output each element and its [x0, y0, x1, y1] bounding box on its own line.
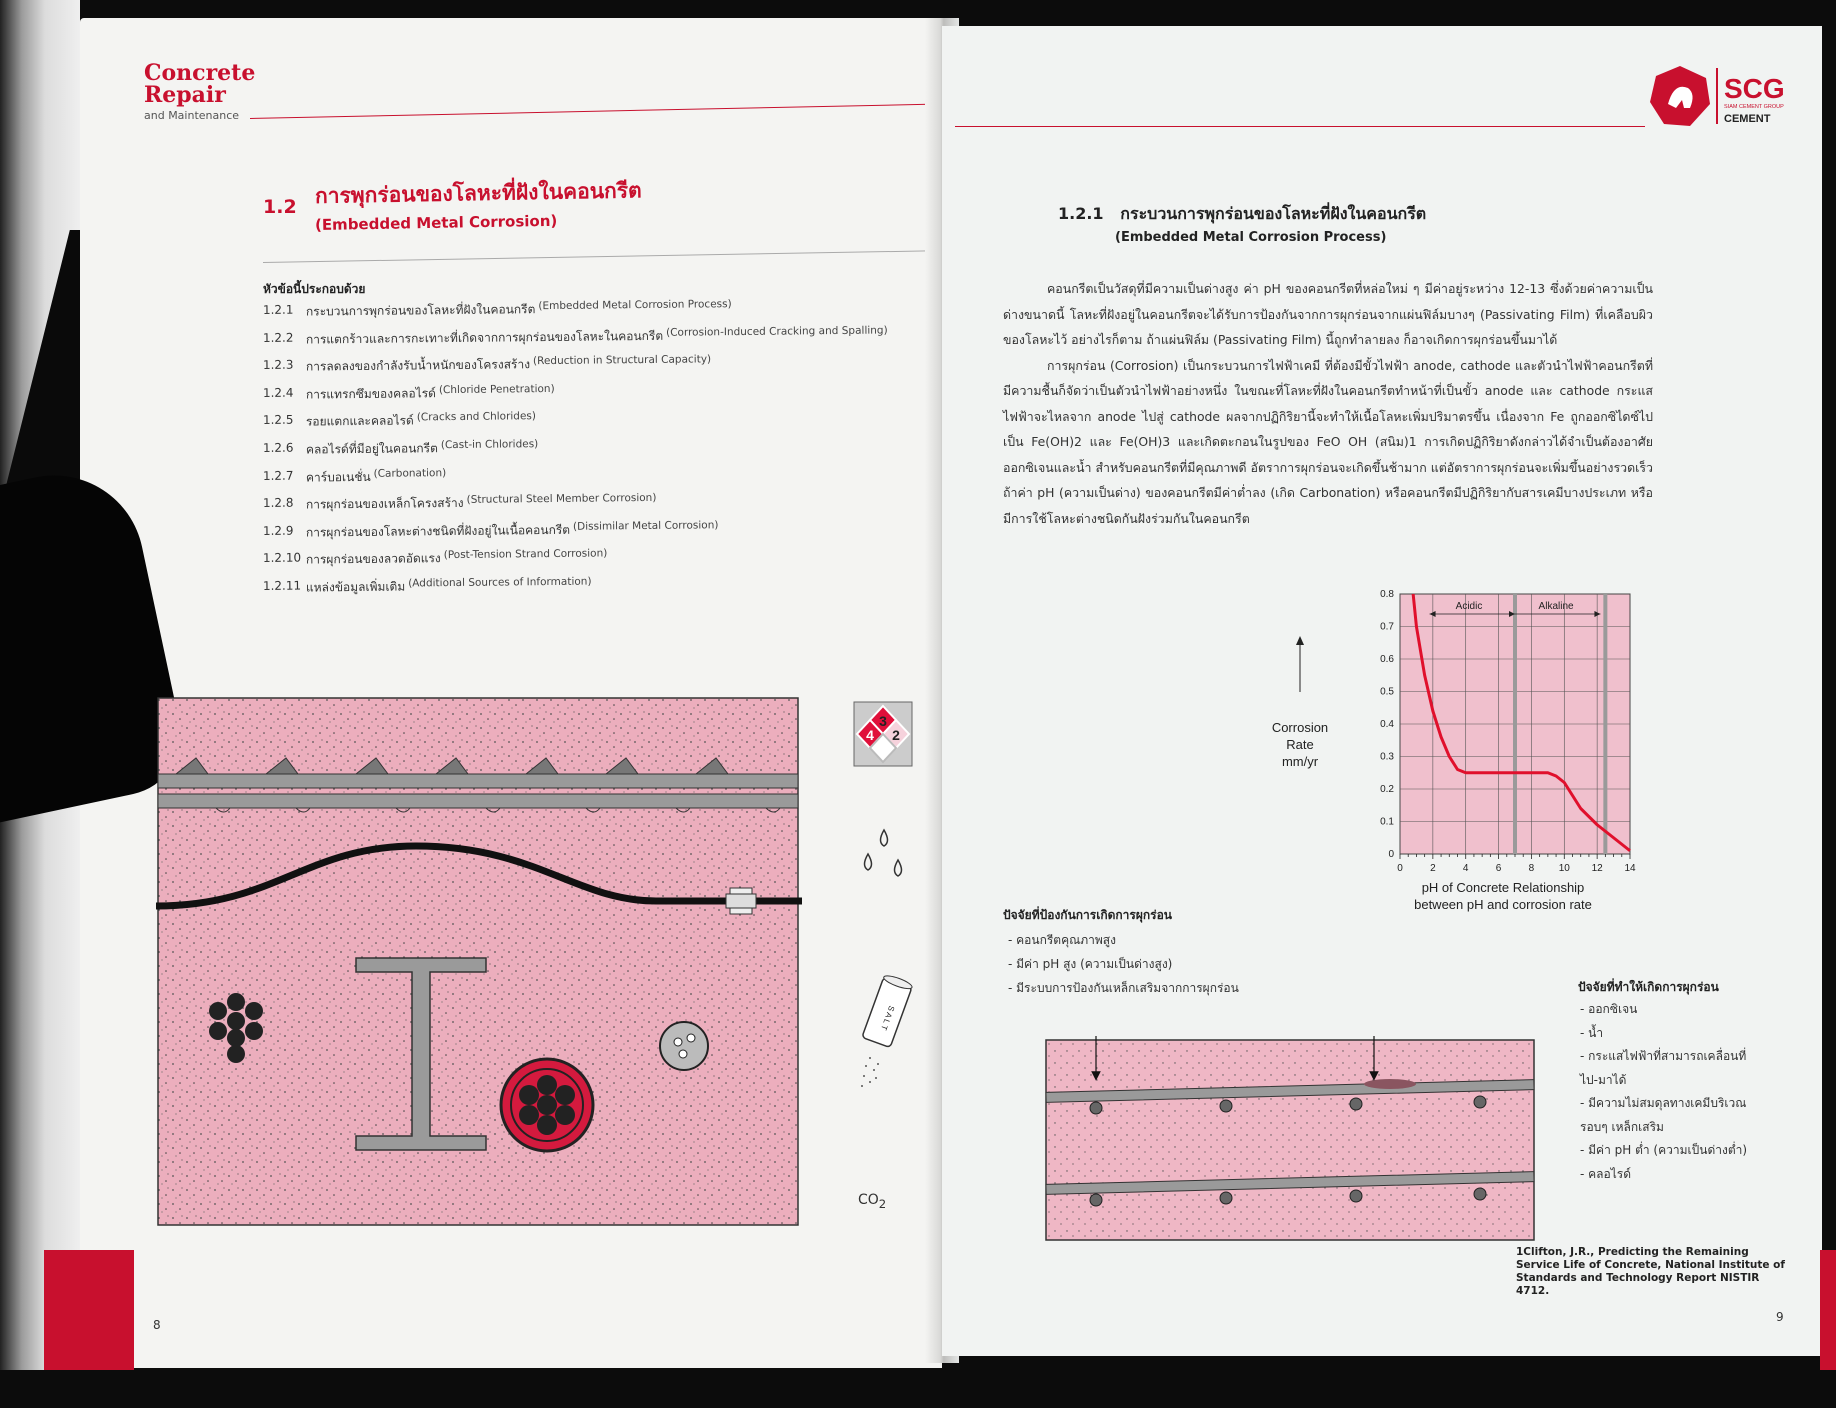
y-tick-label: 0 — [1388, 849, 1394, 860]
logo-line-maintenance: and Maintenance — [144, 109, 240, 122]
section-number: 1.2 — [263, 196, 297, 218]
list-item: - คลอไรด์ — [1580, 1166, 1632, 1181]
y-tick-label: 0.1 — [1380, 816, 1394, 828]
list-item: - น้ำ — [1580, 1025, 1604, 1040]
toc-number: 1.2.6 — [262, 440, 294, 455]
list-item: - คอนกรีตคุณภาพสูง — [1008, 933, 1116, 947]
hazard-diamond-icon — [852, 700, 914, 768]
toc-title-en: (Additional Sources of Information) — [408, 575, 592, 590]
x-tick-label: 4 — [1462, 863, 1469, 874]
x-tick-label: 14 — [1624, 863, 1636, 874]
toc-title-th: การแทรกซึมของคลอไรด์ — [305, 385, 437, 402]
section-title-th: การพุกร่อนของโลหะที่ฝังในคอนกรีต — [314, 178, 642, 208]
toc-title-en: (Carbonation) — [373, 466, 447, 480]
logo-line-concrete: Concrete — [144, 60, 256, 86]
y-axis-label: Rate — [1286, 737, 1314, 752]
logo-line-repair: Repair — [144, 82, 226, 108]
x-tick-label: 8 — [1528, 863, 1535, 874]
concrete-repair-logo — [144, 62, 255, 106]
toc-number: 1.2.8 — [262, 495, 294, 511]
section-title-en: (Embedded Metal Corrosion) — [314, 211, 558, 234]
scg-group-text: SIAM CEMENT GROUP — [1724, 104, 1784, 110]
y-tick-label: 0.5 — [1380, 686, 1394, 698]
paragraph: คอนกรีตเป็นวัสดุที่มีความเป็นด่างสูง ค่า pH ของคอนกรีตที่หล่อใหม่ ๆ มีค่าอยู่ระหว่าง 12-13 ซึ่งด้วยค่าความเป็นด่างขนาดนี้ โลหะที่ฝังอยู่ในคอนกรีตจะได้รับการป้องกันจากการผุกร่อนจากแผ่นฟิล์มบางๆ (Passivating Film) ที่เคลือบผิวของโลหะไว้ อย่างไรก็ตาม ถ้าแผ่นฟิล์ม (Passivating Film) นี้ถูกทำลายลง ก็อาจเกิดการผุกร่อนขึ้นมาได้ — [1003, 281, 1653, 347]
toc-title-en: (Dissimilar Metal Corrosion) — [572, 518, 719, 533]
scg-brand-text: SCG — [1724, 73, 1785, 104]
annotation-acidic: Acidic — [1455, 601, 1483, 612]
toc-title-th: รอยแตกและคลอไรด์ — [305, 413, 414, 429]
toc-title-en: (Corrosion-Induced Cracking and Spalling) — [666, 324, 888, 339]
embedded-metals-illustration — [156, 696, 802, 1229]
body-text — [1003, 276, 1653, 531]
y-axis-label: mm/yr — [1281, 754, 1319, 769]
list-item: - ออกซิเจน — [1580, 1002, 1638, 1016]
salt-label: S A L T — [879, 1004, 897, 1032]
toc-title-th: การผุกร่อนของโลหะต่างชนิดที่ฝังอยู่ในเนื้อคอนกรีต — [305, 522, 571, 540]
subsection-title-th: กระบวนการพุกร่อนของโลหะที่ฝังในคอนกรีต — [1120, 204, 1427, 223]
list-item: - มีความไม่สมดุลทางเคมีบริเวณรอบๆ เหล็กเสริม — [1580, 1096, 1747, 1134]
toc-title-en: (Cracks and Chlorides) — [416, 410, 537, 424]
toc-number: 1.2.9 — [262, 523, 294, 538]
toc-title-th: แหล่งข้อมูลเพิ่มเติม — [305, 579, 406, 595]
water-drops-icon — [860, 826, 908, 884]
toc-title-en: (Embedded Metal Corrosion Process) — [538, 298, 732, 313]
hazard-number-left: 4 — [866, 727, 874, 743]
prevention-list — [1008, 928, 1239, 1000]
x-tick-label: 0 — [1397, 863, 1403, 874]
x-axis-label: between pH and corrosion rate — [1414, 897, 1592, 912]
toc-item — [263, 572, 933, 607]
y-tick-label: 0.6 — [1380, 654, 1394, 665]
reinforced-slab-illustration — [1040, 1036, 1540, 1246]
toc-title-en: (Post-Tension Strand Corrosion) — [443, 547, 608, 562]
list-item: - มีค่า pH สูง (ความเป็นด่างสูง) — [1008, 957, 1173, 971]
prevention-heading: ปัจจัยที่ป้องกันการเกิดการผุกร่อน — [1003, 908, 1172, 922]
x-tick-label: 6 — [1495, 863, 1502, 874]
toc-number: 1.2.2 — [262, 330, 294, 345]
toc-number: 1.2.11 — [262, 578, 302, 593]
tendon-anchor — [726, 888, 756, 914]
toc-title-en: (Reduction in Structural Capacity) — [532, 353, 712, 368]
list-item: - มีระบบการป้องกันเหล็กเสริมจากการผุกร่อน — [1008, 981, 1239, 995]
slab-section — [1046, 1040, 1534, 1240]
toc-title-en: (Chloride Penetration) — [438, 382, 555, 396]
list-item: - กระแสไฟฟ้าที่สามารถเคลื่อนที่ไป-มาได้ — [1580, 1049, 1747, 1087]
paragraph: การผุกร่อน (Corrosion) เป็นกระบวนการไฟฟ้าเคมี ที่ต้องมีขั้วไฟฟ้า anode, cathode และตัวนำไฟฟ้าคอนกรีตที่มีความชื้นก็จัดว่าเป็นตัวนำไฟฟ้าอย่างหนึ่ง ในขณะที่โลหะที่ฝังในคอนกรีตทำหน้าที่เป็นขั้ว anode และ cathode กระแสไฟฟ้าจะไหลจาก anode ไปสู่ cathode ผลจากปฏิกิริยานี้จะทำให้เนื้อโลหะเพิ่มปริมาตรขึ้น เนื่องจาก Fe ถูกออกซิไดซ์ไปเป็น Fe(OH)2 และ Fe(OH)3 และเกิดตะกอนในรูปของ FeO OH (สนิม)1 การเกิดปฏิกิริยาดังกล่าวได้จำเป็นต้องอาศัยออกซิเจนและน้ำ สำหรับคอนกรีตที่มีคุณภาพดี อัตราการผุกร่อนจะเกิดขึ้นช้ามาก แต่อัตราการผุกร่อนจะเพิ่มขึ้นอย่างรวดเร็วถ้าค่า pH (ความเป็นด่าง) ของคอนกรีตมีค่าต่ำลง (เกิด Carbonation) หรือคอนกรีตมีปฏิกิริยากับสารเคมีบางประเภท หรือมีการใช้โลหะต่างชนิดกันฝังร่วมกันในคอนกรีต — [1003, 357, 1653, 526]
y-tick-label: 0.2 — [1380, 784, 1394, 795]
y-axis-label: Corrosion — [1271, 720, 1329, 735]
subsection-heading — [1058, 202, 1426, 227]
region-marker-bar — [1603, 594, 1607, 854]
toc-number: 1.2.7 — [262, 468, 294, 483]
x-tick-label: 12 — [1591, 863, 1603, 874]
y-tick-label: 0.8 — [1380, 589, 1394, 600]
toc-title-th: คาร์บอเนชั่น — [305, 469, 371, 485]
toc-title-th: คลอไรด์ที่มีอยู่ในคอนกรีต — [305, 441, 438, 457]
salt-shaker-icon — [856, 972, 918, 1092]
x-axis-label: pH of Concrete Relationship — [1421, 880, 1585, 895]
toc-number: 1.2.5 — [262, 413, 294, 428]
red-page-edge-right — [1820, 1250, 1836, 1370]
page-number-left: 8 — [153, 1318, 161, 1332]
toc-title-th: การลดลงของกำลังรับน้ำหนักของโครงสร้าง — [305, 357, 531, 374]
header-rule-right — [955, 126, 1645, 127]
region-marker-bar — [1513, 594, 1517, 854]
co2-label — [858, 1192, 886, 1211]
chart-plot — [1272, 589, 1636, 912]
y-tick-label: 0.4 — [1380, 719, 1394, 730]
toc-number: 1.2.10 — [262, 550, 302, 566]
toc-title-th: กระบวนการพุกร่อนของโลหะที่ฝังในคอนกรีต — [305, 302, 536, 319]
toc-title-th: การแตกร้าวและการกะเทาะที่เกิดจากการผุกร่อนของโลหะในคอนกรีต — [305, 328, 664, 347]
footnote: 1Clifton, J.R., Predicting the Remaining Service Life of Concrete, National Institute of Standards and Technology Report NISTIR 4712. — [1516, 1246, 1785, 1297]
cause-heading: ปัจจัยที่ทำให้เกิดการผุกร่อน — [1578, 980, 1719, 994]
table-of-contents — [262, 298, 933, 607]
y-tick-label: 0.3 — [1380, 751, 1394, 763]
toc-number: 1.2.1 — [262, 302, 294, 317]
scg-cement-logo — [1648, 64, 1823, 130]
y-axis-arrowhead — [1296, 636, 1304, 645]
red-page-edge — [44, 1250, 134, 1370]
toc-title-th: การผุกร่อนของลวดอัดแรง — [305, 551, 441, 567]
y-tick-label: 0.7 — [1380, 621, 1394, 633]
corrosion-rate-chart — [1260, 582, 1680, 927]
toc-number: 1.2.3 — [262, 357, 294, 373]
co2-subscript: 2 — [878, 1196, 887, 1211]
subsection-title-en: (Embedded Metal Corrosion Process) — [1115, 230, 1387, 245]
subsection-number: 1.2.1 — [1058, 204, 1104, 223]
page-number-right: 9 — [1776, 1310, 1784, 1324]
cause-list — [1580, 998, 1760, 1186]
post-tension-duct — [501, 1059, 593, 1151]
co2-text: CO — [858, 1192, 879, 1208]
x-tick-label: 10 — [1558, 863, 1570, 874]
toc-heading: หัวข้อนี้ประกอบด้วย — [263, 282, 366, 296]
toc-title-th: การผุกร่อนของเหล็กโครงสร้าง — [305, 496, 464, 512]
hazard-number-right: 2 — [892, 727, 900, 743]
toc-title-en: (Cast-in Chlorides) — [440, 438, 539, 452]
toc-number: 1.2.4 — [262, 385, 294, 400]
scg-cement-text: CEMENT — [1724, 113, 1771, 125]
pipe-section — [660, 1022, 708, 1070]
list-item: - มีค่า pH ต่ำ (ความเป็นด่างต่ำ) — [1580, 1143, 1748, 1157]
annotation-alkaline: Alkaline — [1538, 601, 1574, 612]
toc-title-en: (Structural Steel Member Corrosion) — [466, 492, 657, 507]
hazard-number-top: 3 — [879, 713, 887, 729]
x-tick-label: 2 — [1430, 863, 1436, 874]
